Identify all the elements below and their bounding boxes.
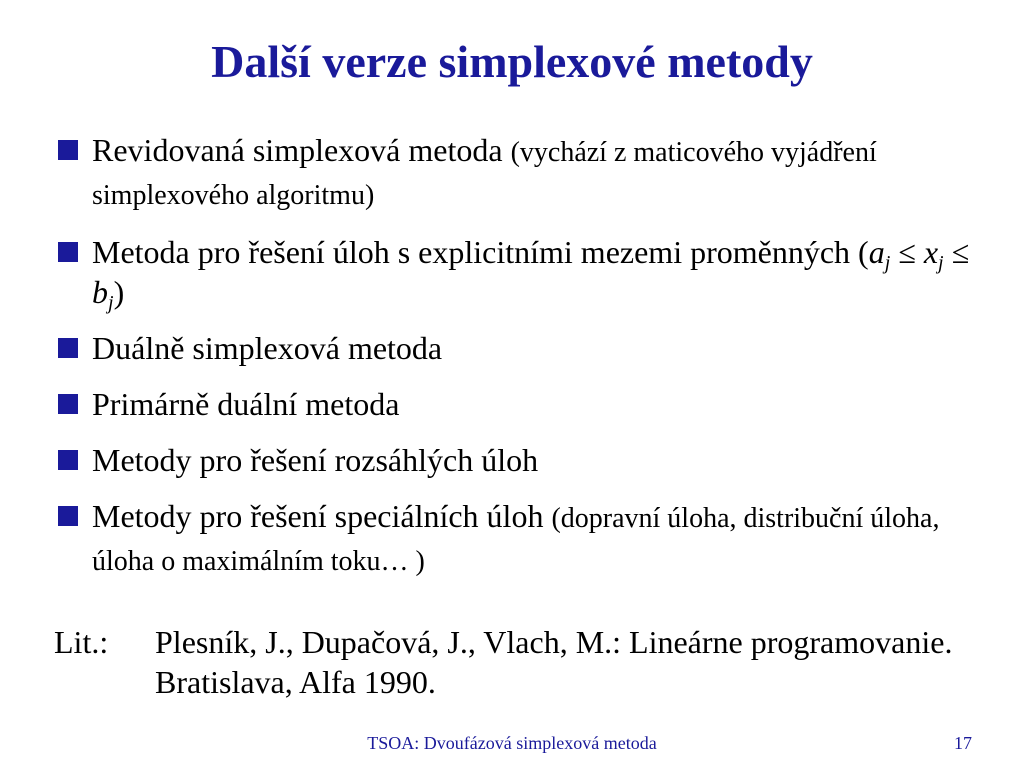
formula-b-subscript: j bbox=[108, 292, 114, 314]
formula-le-1: ≤ bbox=[890, 234, 924, 270]
square-bullet-icon bbox=[58, 140, 78, 160]
square-bullet-icon bbox=[58, 242, 78, 262]
formula-x-subscript: j bbox=[938, 252, 944, 274]
literature-label: Lit.: bbox=[54, 624, 109, 660]
literature-text: Plesník, J., Dupačová, J., Vlach, M.: Lineárne programovanie. Bratislava, Alfa 1990. bbox=[155, 624, 953, 700]
formula-b: b bbox=[92, 274, 108, 310]
formula-le-2: ≤ bbox=[943, 234, 970, 270]
bullet-main-text: Primárně duální metoda bbox=[92, 386, 400, 422]
bullet-main-text: Revidovaná simplexová metoda bbox=[92, 132, 511, 168]
bullet-special-problems bbox=[58, 496, 978, 582]
bullet-sub-text: (vychází z maticového vyjádření simplexového algoritmu) bbox=[92, 137, 877, 211]
slide-title: Další verze simplexové metody bbox=[211, 36, 813, 87]
bullet-main-text: Metoda pro řešení úloh s explicitními mezemi proměnných ( bbox=[92, 234, 869, 270]
square-bullet-icon bbox=[58, 506, 78, 526]
square-bullet-icon bbox=[58, 338, 78, 358]
formula-x: x bbox=[923, 234, 939, 270]
page-number: 17 bbox=[954, 733, 972, 753]
bullet-main-text: Metody pro řešení rozsáhlých úloh bbox=[92, 442, 539, 478]
square-bullet-icon bbox=[58, 394, 78, 414]
square-bullet-icon bbox=[58, 450, 78, 470]
bullet-revised-simplex bbox=[58, 130, 978, 216]
bullet-sub-text: (dopravní úloha, distribuční úloha, úloha o maximálním toku… ) bbox=[92, 503, 940, 577]
bullet-explicit-bounds bbox=[58, 232, 978, 312]
bullet-primal-dual bbox=[58, 384, 978, 424]
formula-a: a bbox=[868, 234, 885, 270]
footer-title: TSOA: Dvoufázová simplexová metoda bbox=[367, 733, 657, 753]
bullet-large-problems bbox=[58, 440, 978, 480]
bullet-main-text: Duálně simplexová metoda bbox=[92, 330, 443, 366]
bullet-dual-simplex bbox=[58, 328, 978, 368]
formula-a-subscript: j bbox=[884, 252, 891, 274]
bullet-suffix-text: ) bbox=[113, 274, 125, 310]
bullet-main-text: Metody pro řešení speciálních úloh bbox=[92, 498, 552, 534]
bullet-list bbox=[58, 130, 978, 598]
